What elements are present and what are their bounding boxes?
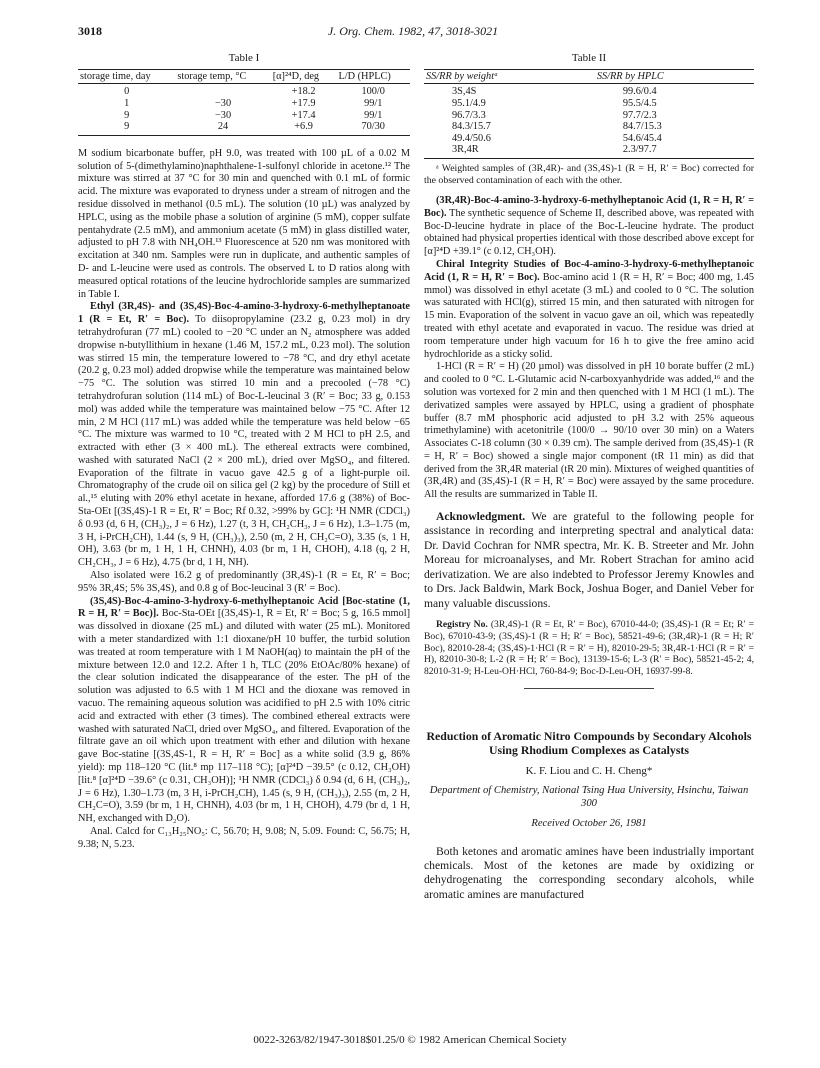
table2-cell: 99.6/0.4 xyxy=(622,86,657,98)
table2-cell: 96.7/3.3 xyxy=(452,109,486,121)
article-title: Reduction of Aromatic Nitro Compounds by Secondary Alcohols Using Rhodium Complexes as Catalysts xyxy=(426,728,752,757)
table1-cell: 99/1 xyxy=(364,109,383,121)
table1-row xyxy=(78,98,410,110)
acknowledgment-text: We are grateful to the following people for assistance in recording and interpreting spectral and analytical data: Dr. David Cochran for NMR spectra, Mr. K. B. Streeter and Mr. John Moreau for microanalyses, and Mr. Robert Strachan for amino acid derivatization. We are also indebted to Professor Jeremy Knowles and to Drs. Jack Baldwin, Mark Bock, Joshua Boger, and Daniel Veber for many valuable discussions. xyxy=(424,510,754,610)
table2-column-header: SS/RR by HPLC xyxy=(595,69,754,84)
table2-cell: 54.6/45.4 xyxy=(622,132,662,144)
table2-cell: 97.7/2.3 xyxy=(622,109,657,121)
table2-row xyxy=(424,98,754,110)
section-heading: Ethyl (3R,4S)- and (3S,4S)-Boc-4-amino-3-hydroxy-6-methylheptanoate 1 (R = Et, R′ = Boc). xyxy=(78,301,410,326)
table1-cell: 1 xyxy=(124,97,130,109)
left-column xyxy=(78,48,410,852)
registry-heading: Registry No. xyxy=(436,618,488,630)
page-number: 3018 xyxy=(78,24,102,38)
table2-cell: 95.5/4.5 xyxy=(622,97,657,109)
journal-citation: J. Org. Chem. 1982, 47, 3018-3021 xyxy=(327,24,499,38)
table1-cell: 100/0 xyxy=(361,86,385,98)
table1-cell: 70/30 xyxy=(336,121,410,135)
paragraph-text: The synthetic sequence of Scheme II, described above, was repeated with Boc-D-leucine hydrate in place of the Boc-L-leucine hydrate. The product obtained had physical properties identical with those described above except for [α]²⁴D +39.1° (c 0.12, CH₃OH). xyxy=(424,207,754,258)
table1-column-header: storage time, day xyxy=(78,69,175,84)
table2-row xyxy=(424,84,754,98)
table1-cell: −30 xyxy=(214,97,232,109)
table1-cell: 9 xyxy=(124,109,130,121)
table2 xyxy=(424,69,754,159)
table2-cell: 95.1/4.9 xyxy=(452,97,486,109)
paragraph: 1-HCl (R = R′ = H) (20 µmol) was dissolved in pH 10 borate buffer (2 mL) and cooled to 0 °C. L-Glutamic acid N-carboxyanhydride was added,¹⁶ and the solution was vortexed for 2 min and then quenched with 1 M HCl (1 mL). The derivatized samples were assayed by HPLC, using a gradient of phosphate buffer (8.7 mM phosphoric acid adjusted to pH 3.2 with 25% aqueous trimethylamine) with acetonitrile (100/0 → 90/10 over 30 min) on a Waters Associates C-18 column (30 × 0.39 cm). The sample derived from (3S,4S)-1 (R = H, R′ = Boc) showed a single major component (tR 11 min) as did that derived from the 3R,4R material (tR 20 min). Mixtures of weighed quantities of (3R,4R) and (3S,4S)-1 (R = H, R′ = Boc) were assayed by the same procedure. All the results are summarized in Table II. xyxy=(424,361,754,501)
table1-row xyxy=(78,110,410,122)
table1-cell: 99/1 xyxy=(364,97,383,109)
table1-cell: +18.2 xyxy=(291,86,316,98)
table2-cell: 2.3/97.7 xyxy=(595,144,754,158)
right-column xyxy=(424,48,754,902)
paragraph-text: Boc-Sta-OEt [(3S,4S)-1, R = Et, R′ = Boc; 5 g, 16.5 mmol] was dissolved in dioxane (25 mL) and diluted with water (25 mL). Monitored with a meter standardized with 1:1 dioxane/pH 10 buffer, the turbid solution was treated at room temperature with 1 M NaOH(aq) to maintain the pH of the mixture between 12.0 and 12.2. After 1 h, TLC (20% EtOAc/80% hexane) of the clear solution indicated the disappearance of the ester. The pH of the solution was adjusted to 6.5 with 1 M HCl and the dioxane was removed in vacuo. The remaining aqueous solution was acidified to pH 2.5 with 10% citric acid and extracted with ether (3 times). The combined ethereal extracts were washed with saturated NaCl, dried over MgSO₄, and filtered. Evaporation of the filtrate gave an oil which upon treatment with ether and dilution with hexane gave Boc-statine [(3S,4S-1, R = H, R′ = Boc] as a white solid (3.9 g, 86% yield): mp 118–120 °C (lit.⁸ mp 117–118 °C); [α]²⁴D −39.5° (c 0.12, CH₃OH) [lit.⁸ [α]²⁴D −39.6° (c 0.31, CH₃OH)]; ¹H NMR (CDCl₃) δ 0.94 (d, 6 H, (CH₃)₂, J = 6 Hz), 1.30–1.73 (m, 3 H, i-PrCH₂CH), 1.45 (s, 9 H, (CH₃)₃), 2.55 (m, 2 H, CH₂C=O), 3.59 (br m, 1 H, CHNH), 4.03 (br m, 1 H, CHOH), 4.79 (br d, 1 H, NH, exchanged with D₂O). xyxy=(78,608,410,825)
paragraph: Anal. Calcd for C₁₃H₂₅NO₅: C, 56.70; H, 9.08; N, 5.09. Found: C, 56.75; H, 9.38; N, 5.23. xyxy=(78,826,410,850)
table1-cell: 9 xyxy=(78,121,175,135)
paragraph: M sodium bicarbonate buffer, pH 9.0, was treated with 100 µL of a 0.02 M solution of 5-(dimethylamino)naphthalene-1-sulfonyl chloride in acetone.¹² The mixture was stirred at 37 °C for 30 min and quenched with 0.1 mL of formic acid. The mixture was evaporated to dryness under a stream of nitrogen and the residue dissolved in methanol (0.5 mL). The solution (10 µL) was analyzed by HPLC, using as the mobile phase a solution of arginine (5 mM), copper sulfate pentahydrate (2.5 mM), and ammonium acetate (5 mM) in glass distilled water, adjusted to pH 7.8 with NH₄OH.¹³ Fluorescence at 520 nm was monitored with excitation at 340 nm. Samples were run in duplicate, and authentic samples of D- and L-leucine were used as controls. The observed L to D ratios along with measured optical rotations of the leucine hydrochloride samples are summarized in Table I. xyxy=(78,147,410,300)
acknowledgment-heading: Acknowledgment. xyxy=(436,510,526,524)
table1 xyxy=(78,69,410,136)
table1-cell: +17.4 xyxy=(291,109,316,121)
page-header xyxy=(78,24,748,42)
received-date: Received October 26, 1981 xyxy=(531,817,647,829)
table2-row xyxy=(424,133,754,145)
section-heading: Chiral Integrity Studies of Boc-4-amino-3-hydroxy-6-methylheptanoic Acid (1, R = H, R′ = Boc). xyxy=(424,258,754,283)
paragraph-text: To diisopropylamine (23.2 g, 0.23 mol) in dry tetrahydrofuran (77 mL) cooled to −20 °C under an N₂ atmosphere was added dropwise n-butyllithium in hexane (1.46 M, 157.2 mL, 0.23 mol). The solution was stirred 15 min, the temperature lowered to −78 °C, and dry ethyl acetate (20.2 g, 0.23 mol) added dropwise while the temperature was maintained below −75 °C. The solution was stirred 10 min and a precooled (−78 °C) tetrahydrofuran solution (114 mL) of Boc-L-leucinal 3 (R′ = Boc; 33 g, 0.153 mol) was added while the temperature was maintained below −75 °C. After 12 min, 2 M HCl (117 mL) was added while the temperature was held below −65 °C. The mixture was warmed to 10 °C, treated with 2 M HCl to pH 2.5, and extracted with ether (3 × 400 mL). The ethereal extracts were combined, washed with saturated NaCl (2 × 200 mL), dried over MgSO₄, and filtered. Evaporation of the filtrate in vacuo gave 42.5 g of a light-purple oil. Chromatography of the crude oil on silica gel (2 kg) by the procedure of Still et al.,¹⁵ eluting with 20% ethyl acetate in hexane, afforded 17.6 g (38%) of Boc-Sta-OEt [(3S,4S)-1 R = Et, R′ = Boc; Rf 0.32, >99% by GC]: ¹H NMR (CDCl₃) δ 0.93 (d, 6 H, (CH₃)₂, J = 6 Hz), 1.27 (t, 3 H, CH₂CH₃, J = 6 Hz), 1.3–1.75 (m, 3 H, i-PrCH₂CH), 1.44 (s, 9 H, (CH₃)₃), 2.50 (m, 2 H, CH₂C=O), 3.35 (s, 1 H, OH), 3.63 (br m, 1 H, 1 H, CHNH), 4.03 (br m, 1 H, CHOH), 4.18 (q, 2 H, CH₂CH₃, J = 6 Hz), 4.75 (br d, 1 H, NH). xyxy=(78,314,410,569)
article-authors: K. F. Liou and C. H. Cheng* xyxy=(525,764,653,777)
table2-row xyxy=(424,144,754,158)
table1-column-header: L/D (HPLC) xyxy=(336,69,410,84)
table1-cell: +6.9 xyxy=(271,121,337,135)
table1-column-header: storage temp, °C xyxy=(175,69,270,84)
table2-footnote: ᵃ Weighted samples of (3R,4R)- and (3S,4S)-1 (R = H, R′ = Boc) corrected for the observed contamination of each with the other. xyxy=(424,162,754,186)
table1-row xyxy=(78,121,410,135)
table1-cell: +17.9 xyxy=(291,97,316,109)
section-heading: (3S,4S)-Boc-4-amino-3-hydroxy-6-methylheptanoic Acid [Boc-statine (1, R = H, R′ = Boc)]. xyxy=(78,595,410,620)
table2-cell: 49.4/50.6 xyxy=(452,132,491,144)
table1-cell: −30 xyxy=(214,109,232,121)
table2-cell: 84.3/15.7 xyxy=(452,121,491,133)
page-footer: 0022-3263/82/1947-3018$01.25/0 © 1982 American Chemical Society xyxy=(253,1034,567,1046)
paragraph-text: Boc-amino acid 1 (R = H, R′ = Boc; 400 mg, 1.45 mmol) was dissolved in ethyl acetate (3 mL) and cooled to 0 °C. The solution was saturated with HCl(g), stirred 15 min, and then saturated with nitrogen for 15 min. Evaporation of the solvent in vacuo gave an oil, which was repeatedly treated with ethyl acetate and evaporated in vacuo. The residue was dried at room temperature under high vacuum for 16 h to give the free amino acid hydrochloride as a sticky solid. xyxy=(424,271,754,360)
table2-cell: 3S,4S xyxy=(452,86,477,98)
intro-paragraph: Both ketones and aromatic amines have been industrially important chemicals. Most of the ketones are made by oxidizing or dehydrogenating the corresponding secondary alcohols, while aromatic amines are manufactured xyxy=(424,844,754,901)
table1-caption: Table I xyxy=(228,52,260,64)
table2-caption: Table II xyxy=(571,52,607,64)
table2-column-header: SS/RR by weightᵃ xyxy=(424,69,595,84)
table1-cell: 0 xyxy=(124,86,130,98)
section-heading: (3R,4R)-Boc-4-amino-3-hydroxy-6-methylheptanoic Acid (1, R = H, R′ = Boc). xyxy=(424,194,754,219)
table2-row xyxy=(424,121,754,133)
article-affiliation: Department of Chemistry, National Tsing Hua University, Hsinchu, Taiwan 300 xyxy=(429,784,749,809)
table1-row xyxy=(78,84,410,98)
paragraph: Also isolated were 16.2 g of predominantly (3R,4S)-1 (R = Et, R′ = Boc; 95% 3R,4S; 5% 3S,4S), and 0.8 g of Boc-leucinal 3 (R′ = Boc). xyxy=(78,570,410,594)
table1-cell xyxy=(175,84,270,98)
table2-row xyxy=(424,110,754,122)
table2-cell: 3R,4R xyxy=(424,144,595,158)
table1-cell: 24 xyxy=(175,121,270,135)
table1-column-header: [α]²⁴D, deg xyxy=(271,69,337,84)
divider xyxy=(524,688,654,689)
table2-cell: 84.7/15.3 xyxy=(622,121,662,133)
registry-text: (3R,4S)-1 (R = Et, R′ = Boc), 67010-44-0; (3S,4S)-1 (R = Et; R′ = Boc), 67010-43-9; (3S,4S)-1 (R = H; R′ = Boc), 58521-49-6; (3R,4R)-1 (R = H; R′ Boc), 82010-28-4; (3S,4S)-1·HCl (R = R′ = H), 82010-29-5; 3R,4R-1·HCl (R = R′ = H), 82010-30-8; L-2 (R = H; R′ = Boc), 13139-15-6; L-3 (R′ = Boc), 58521-45-2; 4, 82010-31-9; H-Leu-OH·HCl, 760-84-9; Boc-D-Leu-OH, 16937-99-8. xyxy=(424,618,755,678)
